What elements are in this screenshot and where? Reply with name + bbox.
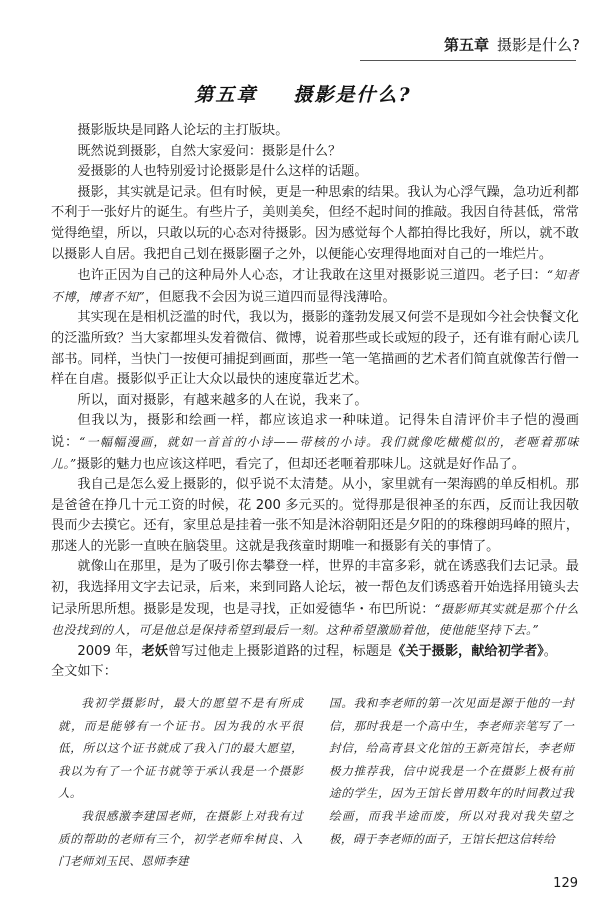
- paragraph-text: 2009 年，: [77, 643, 142, 659]
- paragraph: 我自己是怎么爱上摄影的，似乎说不太清楚。从小，家里就有一架海鸥的单反相机。那是爸爸在挣几十元工资的时候，花 200 多元买的。觉得那是很神圣的东西，反而让我因敬畏而少去摸它。还有，家里总是挂着一张不知是沐浴朝阳还是夕阳的的珠穆朗玛峰的照片，那迷人的光影一直映在脑袋里。这就是我孩童时期唯一和摄影有关的事情了。: [51, 477, 579, 554]
- body-text: [51, 121, 579, 683]
- paragraph-text: 。: [543, 643, 557, 659]
- chapter-title: [0, 80, 606, 107]
- quoted-paragraph: 国。我和李老师的第一次见面是源于他的一封信，那时我是一个高中生，李老师亲笔写了一封信，给高青县文化馆的王新亮馆长，李老师极力推荐我，信中说我是一个在摄影上极有前途的学生，因为王馆长曾用数年的时间教过我绘画，而我半途而废，所以对我对我失望之极，碍于李老师的面子，王馆长把这信转给: [329, 696, 574, 846]
- quoted-article: [58, 692, 574, 872]
- chapter-title-number: 第五章: [194, 84, 258, 106]
- paragraph-text: 也许正因为自己的这种局外人心态，才让我敢在这里对摄影说三道四。老子曰：: [77, 268, 547, 284]
- paragraph: 所以，面对摄影，有越来越多的人在说，我来了。: [77, 392, 368, 408]
- paragraph: 其实现在是相机泛滥的时代，我以为，摄影的蓬勃发展又何尝不是现如今社会快餐文化的泛滥所致？当大家都埋头发着微信、微博，说着那些或长或短的段子，还有谁有耐心读几部书。同样，当快门一按便可捕捉到画面，那些一笔一笔描画的艺术者们简直就像苦行僧一样在自虐。摄影似乎正让大众以最快的速度靠近艺术。: [51, 310, 579, 388]
- paragraph: [51, 265, 579, 308]
- paragraph: 爱摄影的人也特别爱讨论摄影是什么这样的话题。: [77, 164, 368, 180]
- zhu-ziqing-quote: “一幅幅漫画，就如一首首的小诗——带核的小诗。我们就像吃橄榄似的，老咂着那味儿。”: [51, 434, 580, 471]
- header-rule: [360, 60, 576, 61]
- chapter-title-topic: 摄影是什么?: [293, 84, 412, 106]
- paragraph: [51, 642, 579, 663]
- paragraph-text: 摄影的魅力也应该这样吧，看完了，但却还老咂着那味儿。这就是好作品了。: [76, 456, 526, 472]
- quoted-paragraph: 我很感激李建国老师，在摄影上对我有过质的帮助的老师有三个，初学老师牟树良、入门老师刘玉民、恩师李建: [58, 808, 303, 869]
- paragraph: [51, 557, 579, 641]
- edward-quote: “摄影师其实就是那个什么也没找到的人，可是他总是保持希望到最后一刻。这种希望激励着他，使他能坚持下去。”: [51, 601, 579, 638]
- author-name: 老妖: [141, 643, 168, 659]
- paragraph: 既然说到摄影，自然大家爱问：摄影是什么？: [77, 143, 342, 159]
- article-title: 《关于摄影，献给初学者》: [392, 643, 544, 659]
- quoted-column-left: [58, 692, 303, 873]
- paragraph: 摄影，其实就是记录。但有时候，更是一种思索的结果。我认为心浮气躁，急功近利都不利于一张好片的诞生。有些片子，美则美矣，但经不起时间的推敲。我因自待甚低，常常觉得绝望，所以，只敢以玩的心态对待摄影。因为感觉每个人都拍得比我好，所以，就不敢以摄影人自居。我把自己划在摄影圈子之外，以便能心安理得地面对自己的一堆烂片。: [51, 184, 579, 262]
- quoted-paragraph: 我初学摄影时，最大的愿望不是有所成就，而是能够有一个证书。因为我的水平很低，所以这个证书就成了我入门的最大愿望，我以为有了一个证书就等于承认我是一个摄影人。: [58, 696, 303, 801]
- page-number: 129: [553, 876, 578, 891]
- laozi-quote: “知者不博，博者不知”: [51, 268, 579, 304]
- paragraph-text: 但我以为，摄影和绘画一样，都应该追求一种味道。记得朱自清评价丰子恺的漫画说：: [51, 413, 579, 450]
- paragraph: [51, 411, 579, 475]
- paragraph: 全文如下：: [51, 664, 117, 680]
- paragraph: 摄影版块是同路人论坛的主打版块。: [77, 123, 289, 138]
- paragraph-text: 曾写过他走上摄影道路的过程，标题是: [167, 643, 393, 659]
- paragraph-text: ，但愿我不会因为说三道四而显得浅薄哈。: [145, 289, 396, 305]
- quoted-column-right: [329, 692, 574, 850]
- header-topic: 摄影是什么?: [497, 36, 580, 54]
- paragraph-text: 就像山在那里，是为了吸引你去攀登一样，世界的丰富多彩，就在诱惑我们去记录。最初，我选择用文字去记录，后来，来到同路人论坛，被一帮色友们诱惑着开始选择用镜头去记录所思所想。摄影是发现，也是寻找，正如爱德华・布巴所说：: [51, 559, 579, 617]
- header-chapter: 第五章: [444, 36, 490, 54]
- running-header: [444, 34, 580, 55]
